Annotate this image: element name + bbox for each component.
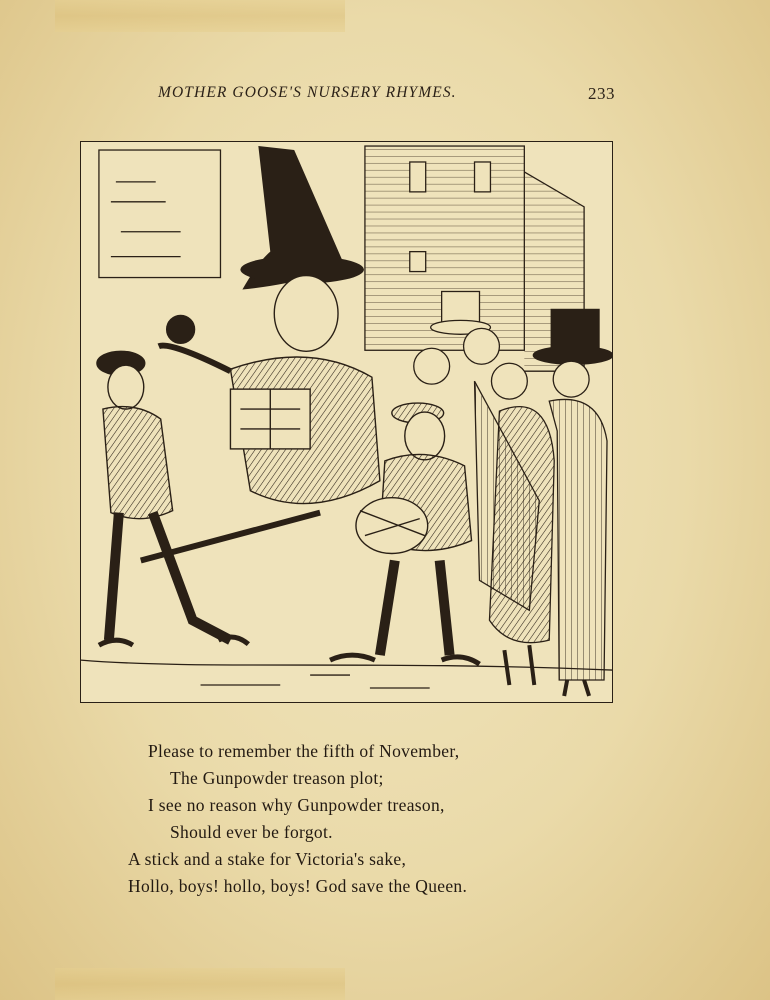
illustration <box>80 141 613 703</box>
poem-line: I see no reason why Gunpowder treason, <box>148 795 445 815</box>
poem-line: Should ever be forgot. <box>170 822 333 842</box>
running-title: MOTHER GOOSE'S NURSERY RHYMES. <box>158 84 457 101</box>
poem-line: The Gunpowder treason plot; <box>170 768 384 788</box>
poem-line: Hollo, boys! hollo, boys! God save the Queen. <box>128 876 468 896</box>
page-stain-bottom <box>55 968 345 1000</box>
poem-line: Please to remember the fifth of November, <box>148 741 460 761</box>
page-number: 233 <box>588 84 615 103</box>
engraving-guy-fawkes-procession-icon <box>81 142 612 702</box>
poem-line: A stick and a stake for Victoria's sake, <box>128 849 407 869</box>
page-stain-top <box>55 0 345 32</box>
